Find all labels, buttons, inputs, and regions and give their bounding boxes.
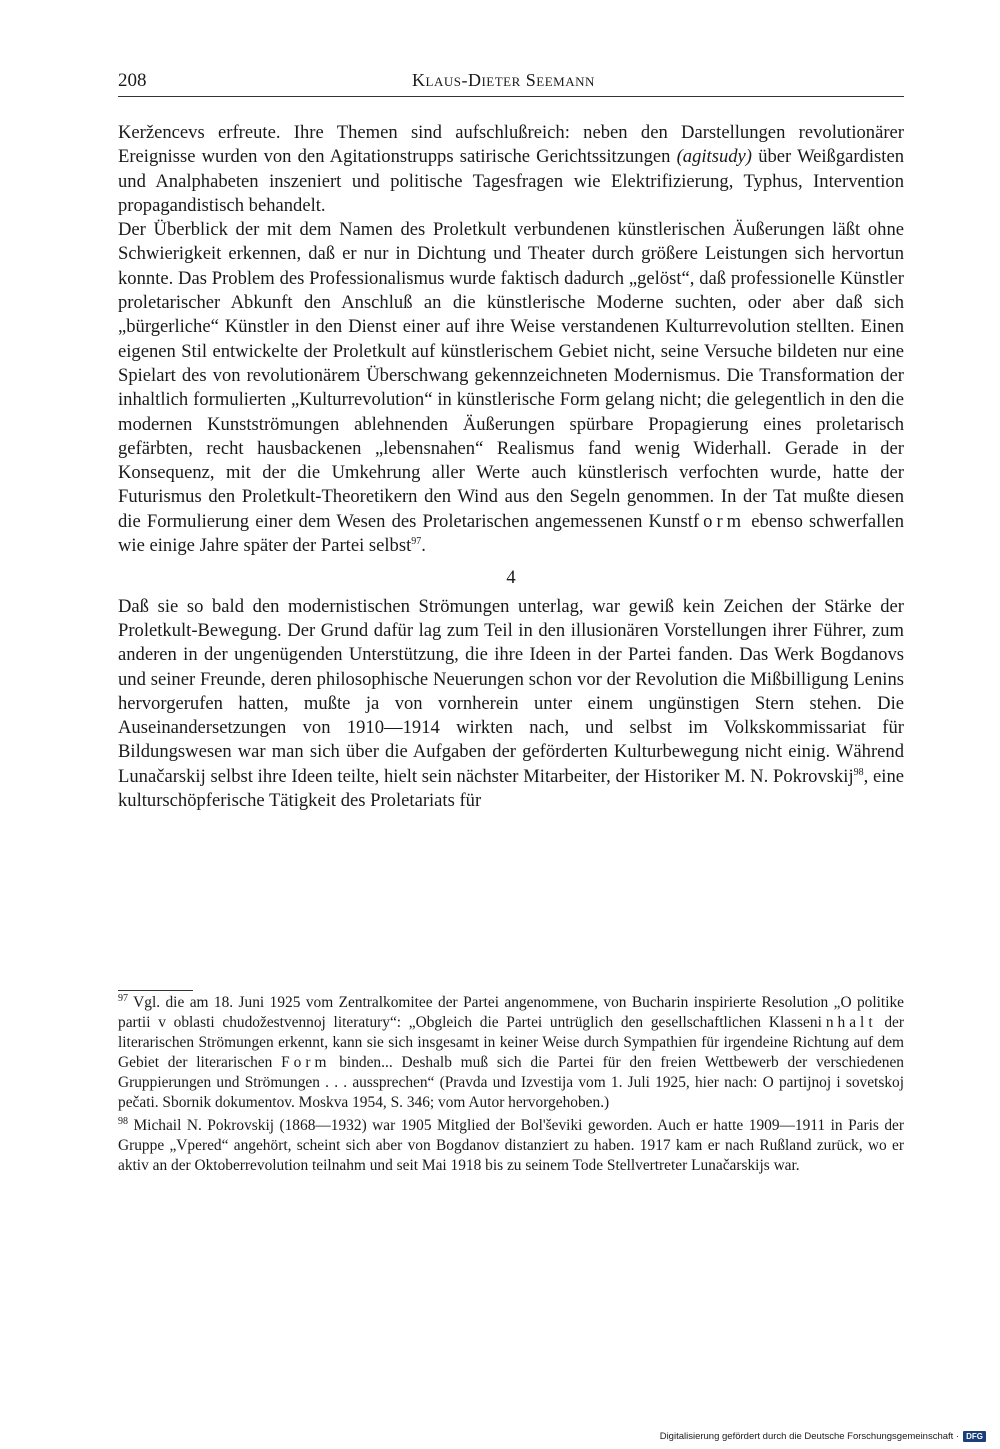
spaced-emphasis: Form <box>281 1053 331 1071</box>
footnote-number: 97 <box>118 992 128 1004</box>
footnote-ref-97[interactable]: 97 <box>411 535 422 547</box>
footnote-97: $^{97}$ Vgl. die am 18. Juni 1925 vom Zentralkomitee der Partei angenommene, von Bucharin inspirierte Resolution „O politike partii v oblasti chudožestvennoj literatury“: „Obgleich die Partei untrüglich den gesellschaftlichen Klasseninhalt der literarischen Strömungen erkennt, kann sie sich insgesamt in keiner Weise durch Sympathien für irgendeine Richtung auf dem Gebiet der literarischen Form binden... Deshalb muß sich die Partei für den freien Wettbewerb der verschiedenen Gruppierungen und Strömungen . . . aussprechen“ (Pravda und Izvestija vom 1. Juli 1925, hier nach: O partijnoj i sovetskoj pečati. Sbornik dokumentov. Moskva 1954, S. 346; vom Autor hervorgehoben.) <box>118 992 905 1111</box>
paragraph-2: Der Überblick der mit dem Namen des Proletkult verbundenen künstlerischen Äußerungen läßt ohne Schwierigkeit erkennen, daß er nur in Dichtung und Theater durch größere Leistungen sich hervortun konnte. Das Problem des Professionalismus wurde faktisch dadurch „gelöst“, daß professionelle Künstler proletarischer Abkunft den Anschluß an die künstlerische Moderne suchten, oder aber daß sich „bürgerliche“ Künstler in den Dienst einer auf ihre Weise verstandenen Kulturrevolution stellten. Einen eigenen Stil entwickelte der Proletkult auf künstlerischem Gebiet nicht, seine Versuche bildeten nur eine Spielart des von revolutionärem Überschwang gekennzeichneten Modernismus. Die Transformation der inhaltlich formulierten „Kulturrevolution“ in künstlerische Form gelang nicht; die gelegentlich in den die modernen Kunstströmungen ablehnenden Äußerungen spürbare Propagierung eines proletarisch gefärbten, recht hausbackenen „lebensnahen“ Realismus fand wenig Widerhall. Gerade in der Konsequenz, mit der die Umkehrung aller Werte auch künstlerisch verfochten wurde, hatte der Futurismus den Proletkult-Theoretikern den Wind aus den Segeln genommen. In der Tat mußte diesen die Formulierung einer dem Wesen des Proletarischen angemessenen Kunstform ebenso schwerfallen wie einige Jahre später der Partei selbst$^{97}$. <box>118 219 904 557</box>
header-rule <box>118 96 904 97</box>
footnotes <box>118 993 904 1176</box>
paragraph-1: Keržencevs erfreute. Ihre Themen sind aufschlußreich: neben den Darstellungen revolutionärer Ereignisse wurden von den Agitationstrupps satirische Gerichtssitzungen (agitsudy) über Weißgardisten und Analphabeten inszeniert und politische Tagesfragen wie Elektrifizierung, Typhus, Intervention propagandistisch behandelt. <box>118 122 905 216</box>
spaced-emphasis: form <box>692 510 746 532</box>
digitization-credit <box>660 1431 986 1442</box>
spaced-emphasis: inhalt <box>817 1013 877 1031</box>
footnote-98: $^{98}$ Michail N. Pokrovskij (1868—1932) war 1905 Mitglied der Bol'ševiki geworden. Auch er hatte 1909—1911 in Paris der Gruppe „Vpered“ angehört, scheint sich aber von Bogdanov distanziert zu haben. 1917 kam er nach Rußland zurück, wo er aktiv an der Oktoberrevolution teilnahm und seit Mai 1918 bis zu seinem Tode Stellvertreter Lunačarskijs war. <box>118 1116 904 1175</box>
footnote-rule <box>118 990 193 991</box>
credit-text: Digitalisierung gefördert durch die Deutsche Forschungsgemeinschaft · <box>659 1431 960 1442</box>
paragraph-3: Daß sie so bald den modernistischen Strömungen unterlag, war gewiß kein Zeichen der Stärke der Proletkult-Bewegung. Der Grund dafür lag zum Teil in den illusionären Vorstellungen ihrer Führer, zum anderen in der ungenügenden Unterstützung, die ihre Ideen in der Partei fanden. Das Werk Bogdanovs und seiner Freunde, deren philosophische Neuerungen schon vor der Revolution die Mißbilligung Lenins hervorgerufen hatten, mußte ja von vornherein unter einem ungünstigen Stern stehen. Die Auseinandersetzungen von 1910—1914 wirkten nach, und selbst im Volkskommissariat für Bildungswesen war man sich über die Aufgaben der geförderten Kulturbewegung nicht einig. Während Lunačarskij selbst ihre Ideen teilte, hielt sein nächster Mitarbeiter, der Historiker M. N. Pokrovskij$^{98}$, eine kulturschöpferische Tätigkeit des Proletariats für <box>118 595 904 812</box>
running-head: Klaus-Dieter Seemann <box>412 70 595 90</box>
footnote-number: 98 <box>118 1116 128 1128</box>
italic-term: (agitsudy) <box>676 146 753 168</box>
dfg-logo-icon: DFG <box>963 1431 986 1442</box>
page-number: 208 <box>118 70 147 91</box>
main-text <box>118 121 904 813</box>
footnote-ref-98[interactable]: 98 <box>853 766 864 778</box>
section-number: 4 <box>506 567 516 589</box>
